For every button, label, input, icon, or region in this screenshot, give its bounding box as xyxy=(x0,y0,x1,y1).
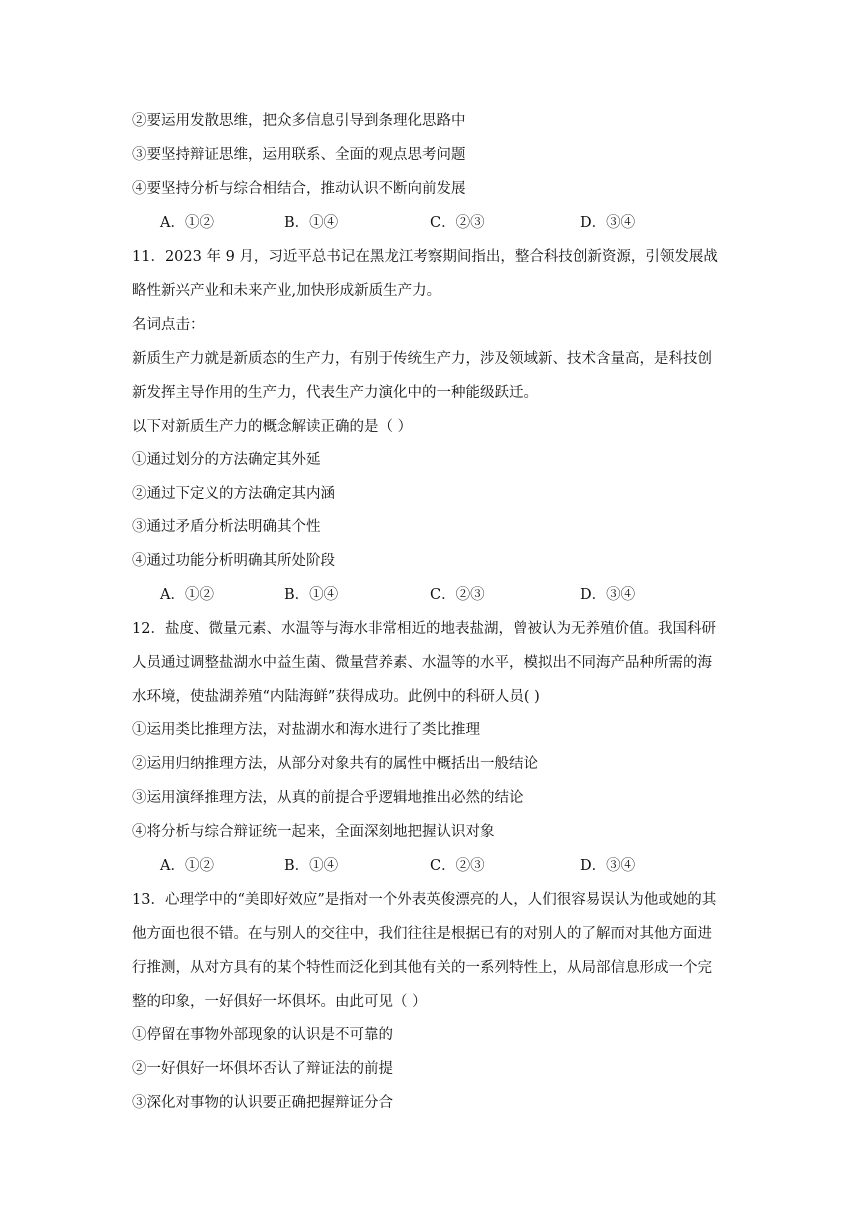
q11-item-3: ③通过矛盾分析法明确其个性 xyxy=(132,519,321,535)
q13-stem-line-4: 整的印象，一好俱好一坏俱坏。由此可见（ ） xyxy=(132,994,427,1010)
q10-option-c: C．②③ xyxy=(430,215,485,231)
q12-item-2: ②运用归纳推理方法，从部分对象共有的属性中概括出一般结论 xyxy=(132,756,538,772)
q10-item-4: ④要坚持分析与综合相结合，推动认识不断向前发展 xyxy=(132,181,466,197)
q12-option-b: B．①④ xyxy=(284,858,339,874)
q13-stem-line-1: 13．心理学中的“美即好效应”是指对一个外表英俊漂亮的人，人们很容易误认为他或她的其 xyxy=(132,892,717,908)
q12-stem-line-1: 12．盐度、微量元素、水温等与海水非常相近的地表盐湖，曾被认为无养殖价值。我国科研 xyxy=(132,621,716,637)
q11-option-b: B．①④ xyxy=(284,587,339,603)
q11-stem-line-5: 新发挥主导作用的生产力，代表生产力演化中的一种能级跃迁。 xyxy=(132,385,538,401)
q10-item-3: ③要坚持辩证思维，运用联系、全面的观点思考问题 xyxy=(132,147,466,163)
q12-option-c: C．②③ xyxy=(430,858,485,874)
q11-stem-line-1: 11．2023 年 9 月，习近平总书记在黑龙江考察期间指出，整合科技创新资源，引领发展战 xyxy=(132,249,718,265)
q11-question: 以下对新质生产力的概念解读正确的是（ ） xyxy=(132,419,413,435)
q10-option-a: A．①② xyxy=(160,215,214,231)
q10-option-d: D．③④ xyxy=(580,215,636,231)
q11-option-c: C．②③ xyxy=(430,587,485,603)
q11-term-heading: 名词点击： xyxy=(132,317,205,333)
q10-item-2: ②要运用发散思维，把众多信息引导到条理化思路中 xyxy=(132,113,466,129)
q12-item-3: ③运用演绎推理方法，从真的前提合乎逻辑地推出必然的结论 xyxy=(132,790,524,806)
q13-stem-line-2: 他方面也很不错。在与别人的交往中，我们往往是根据已有的对别人的了解而对其他方面进 xyxy=(132,926,712,942)
q12-option-a: A．①② xyxy=(160,858,214,874)
q12-item-4: ④将分析与综合辩证统一起来，全面深刻地把握认识对象 xyxy=(132,824,495,840)
q11-stem-line-4: 新质生产力就是新质态的生产力，有别于传统生产力，涉及领域新、技术含量高，是科技创 xyxy=(132,351,712,367)
q11-option-a: A．①② xyxy=(160,587,214,603)
q11-stem-line-2: 略性新兴产业和未来产业,加快形成新质生产力。 xyxy=(132,283,442,299)
q12-option-d: D．③④ xyxy=(580,858,636,874)
q11-option-d: D．③④ xyxy=(580,587,636,603)
q11-item-2: ②通过下定义的方法确定其内涵 xyxy=(132,486,335,502)
q12-stem-line-3: 水环境，使盐湖养殖“内陆海鲜”获得成功。此例中的科研人员( ) xyxy=(132,689,540,705)
q11-item-4: ④通过功能分析明确其所处阶段 xyxy=(132,553,335,569)
q10-option-b: B．①④ xyxy=(284,215,339,231)
q12-item-1: ①运用类比推理方法，对盐湖水和海水进行了类比推理 xyxy=(132,722,480,738)
q13-item-1: ①停留在事物外部现象的认识是不可靠的 xyxy=(132,1027,393,1043)
q13-stem-line-3: 行推测，从对方具有的某个特性而泛化到其他有关的一系列特性上，从局部信息形成一个完 xyxy=(132,960,712,976)
q12-stem-line-2: 人员通过调整盐湖水中益生菌、微量营养素、水温等的水平，模拟出不同海产品种所需的海 xyxy=(132,655,712,671)
q13-item-2: ②一好俱好一坏俱坏否认了辩证法的前提 xyxy=(132,1061,393,1077)
q11-item-1: ①通过划分的方法确定其外延 xyxy=(132,452,321,468)
q13-item-3: ③深化对事物的认识要正确把握辩证分合 xyxy=(132,1095,393,1111)
